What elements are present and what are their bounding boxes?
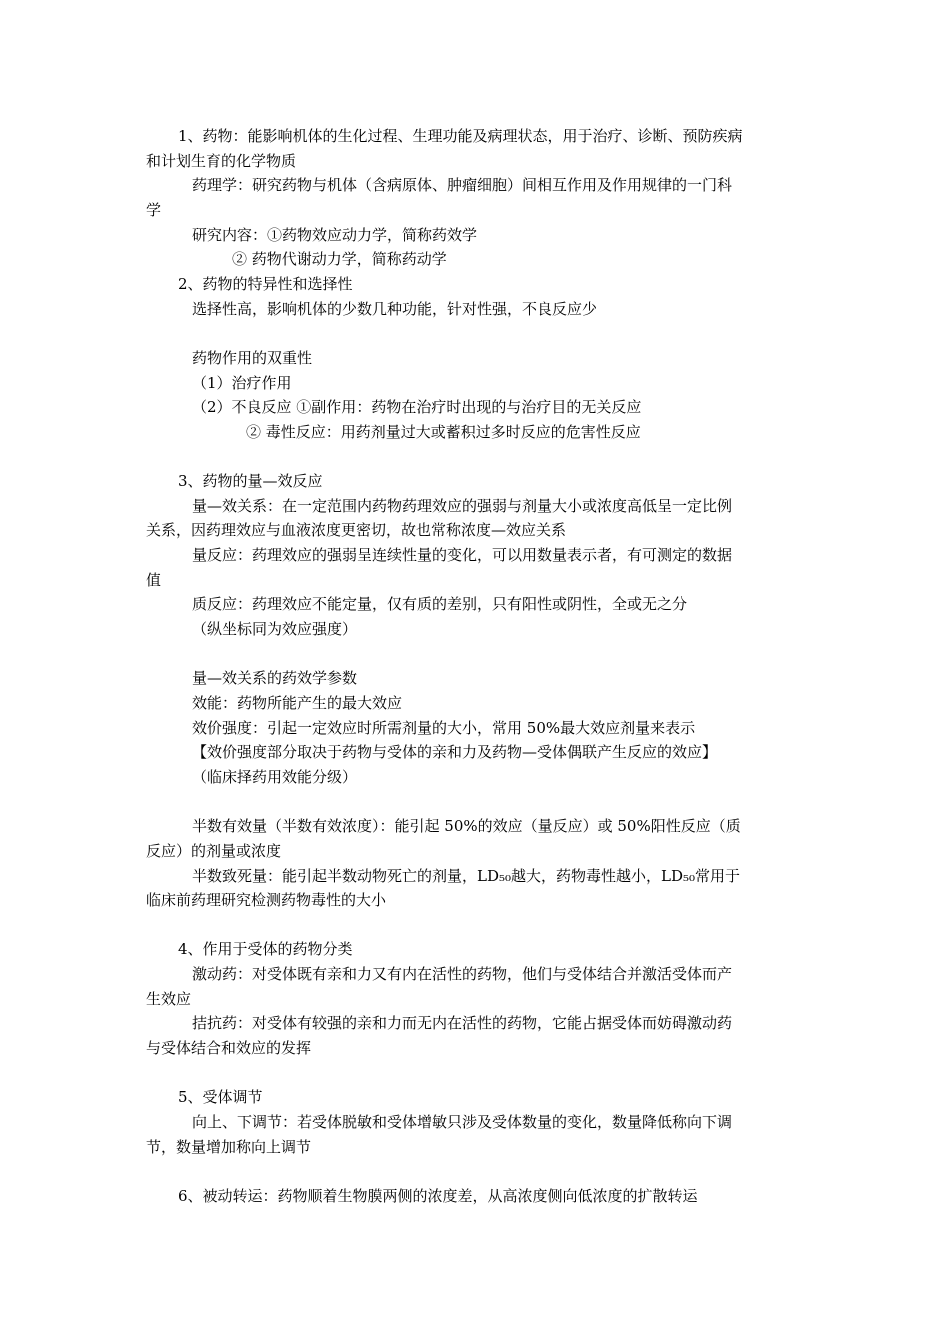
text-line: 学 [146, 200, 162, 219]
text-line: 选择性高，影响机体的少数几种功能，针对性强，不良反应少 [192, 299, 598, 318]
text-line: 研究内容：①药物效应动力学，简称药效学 [192, 225, 478, 244]
text-line: （纵坐标同为效应强度） [192, 620, 358, 638]
text-line: 值 [146, 570, 162, 589]
text-line: 拮抗药：对受体有较强的亲和力而无内在活性的药物，它能占据受体而妨碍激动药 [192, 1014, 733, 1033]
text-line: ② 毒性反应：用药剂量过大或蓄积过多时反应的危害性反应 [246, 422, 641, 441]
text-line: 量反应：药理效应的强弱呈连续性量的变化，可以用数量表示者，有可测定的数据 [192, 546, 733, 565]
text-line: 【效价强度部分取决于药物与受体的亲和力及药物—受体偶联产生反应的效应】 [192, 743, 718, 762]
text-line: 生效应 [146, 989, 192, 1008]
text-line: （临床择药用效能分级） [192, 767, 358, 786]
text-line: 与受体结合和效应的发挥 [146, 1039, 312, 1058]
text-line: 质反应：药理效应不能定量，仅有质的差别，只有阳性或阴性，全或无之分 [192, 595, 688, 614]
text-line: 激动药：对受体既有亲和力又有内在活性的药物，他们与受体结合并激活受体而产 [192, 965, 733, 984]
text-line: 效价强度：引起一定效应时所需剂量的大小，常用 50%最大效应剂量来表示 [192, 718, 696, 737]
text-line: 和计划生育的化学物质 [146, 151, 297, 170]
text-line: （2）不良反应 ①副作用：药物在治疗时出现的与治疗目的无关反应 [192, 398, 642, 417]
text-line: 量—效关系：在一定范围内药物药理效应的强弱与剂量大小或浓度高低呈一定比例 [192, 496, 733, 515]
text-line: 药理学：研究药物与机体（含病原体、肿瘤细胞）间相互作用及作用规律的一门科 [192, 176, 733, 195]
text-line: 半数致死量：能引起半数动物死亡的剂量，LD₅₀越大，药物毒性越小，LD₅₀常用于 [192, 866, 741, 885]
text-line: 节，数量增加称向上调节 [146, 1137, 312, 1156]
text-line: 药物作用的双重性 [192, 348, 313, 367]
text-line: 关系，因药理效应与血液浓度更密切，故也常称浓度—效应关系 [146, 521, 567, 540]
text-line: 5、受体调节 [178, 1088, 263, 1107]
text-line: 半数有效量（半数有效浓度）：能引起 50%的效应（量反应）或 50%阳性反应（质 [192, 817, 741, 836]
text-line: ② 药物代谢动力学，简称药动学 [232, 250, 447, 269]
text-line: 6、被动转运：药物顺着生物膜两侧的浓度差，从高浓度侧向低浓度的扩散转运 [178, 1186, 698, 1205]
text-line: 2、药物的特异性和选择性 [178, 274, 353, 293]
text-line: （1）治疗作用 [192, 373, 292, 392]
text-line: 临床前药理研究检测药物毒性的大小 [146, 891, 387, 910]
text-line: 4、作用于受体的药物分类 [178, 940, 353, 959]
text-line: 向上、下调节：若受体脱敏和受体增敏只涉及受体数量的变化，数量降低称向下调 [192, 1113, 733, 1131]
text-line: 3、药物的量—效反应 [178, 472, 323, 491]
text-line: 效能：药物所能产生的最大效应 [192, 693, 403, 712]
text-line: 反应）的剂量或浓度 [146, 841, 282, 860]
text-line: 量—效关系的药效学参数 [192, 669, 358, 688]
text-line: 1、药物：能影响机体的生化过程、生理功能及病理状态，用于治疗、诊断、预防疾病 [178, 127, 743, 145]
